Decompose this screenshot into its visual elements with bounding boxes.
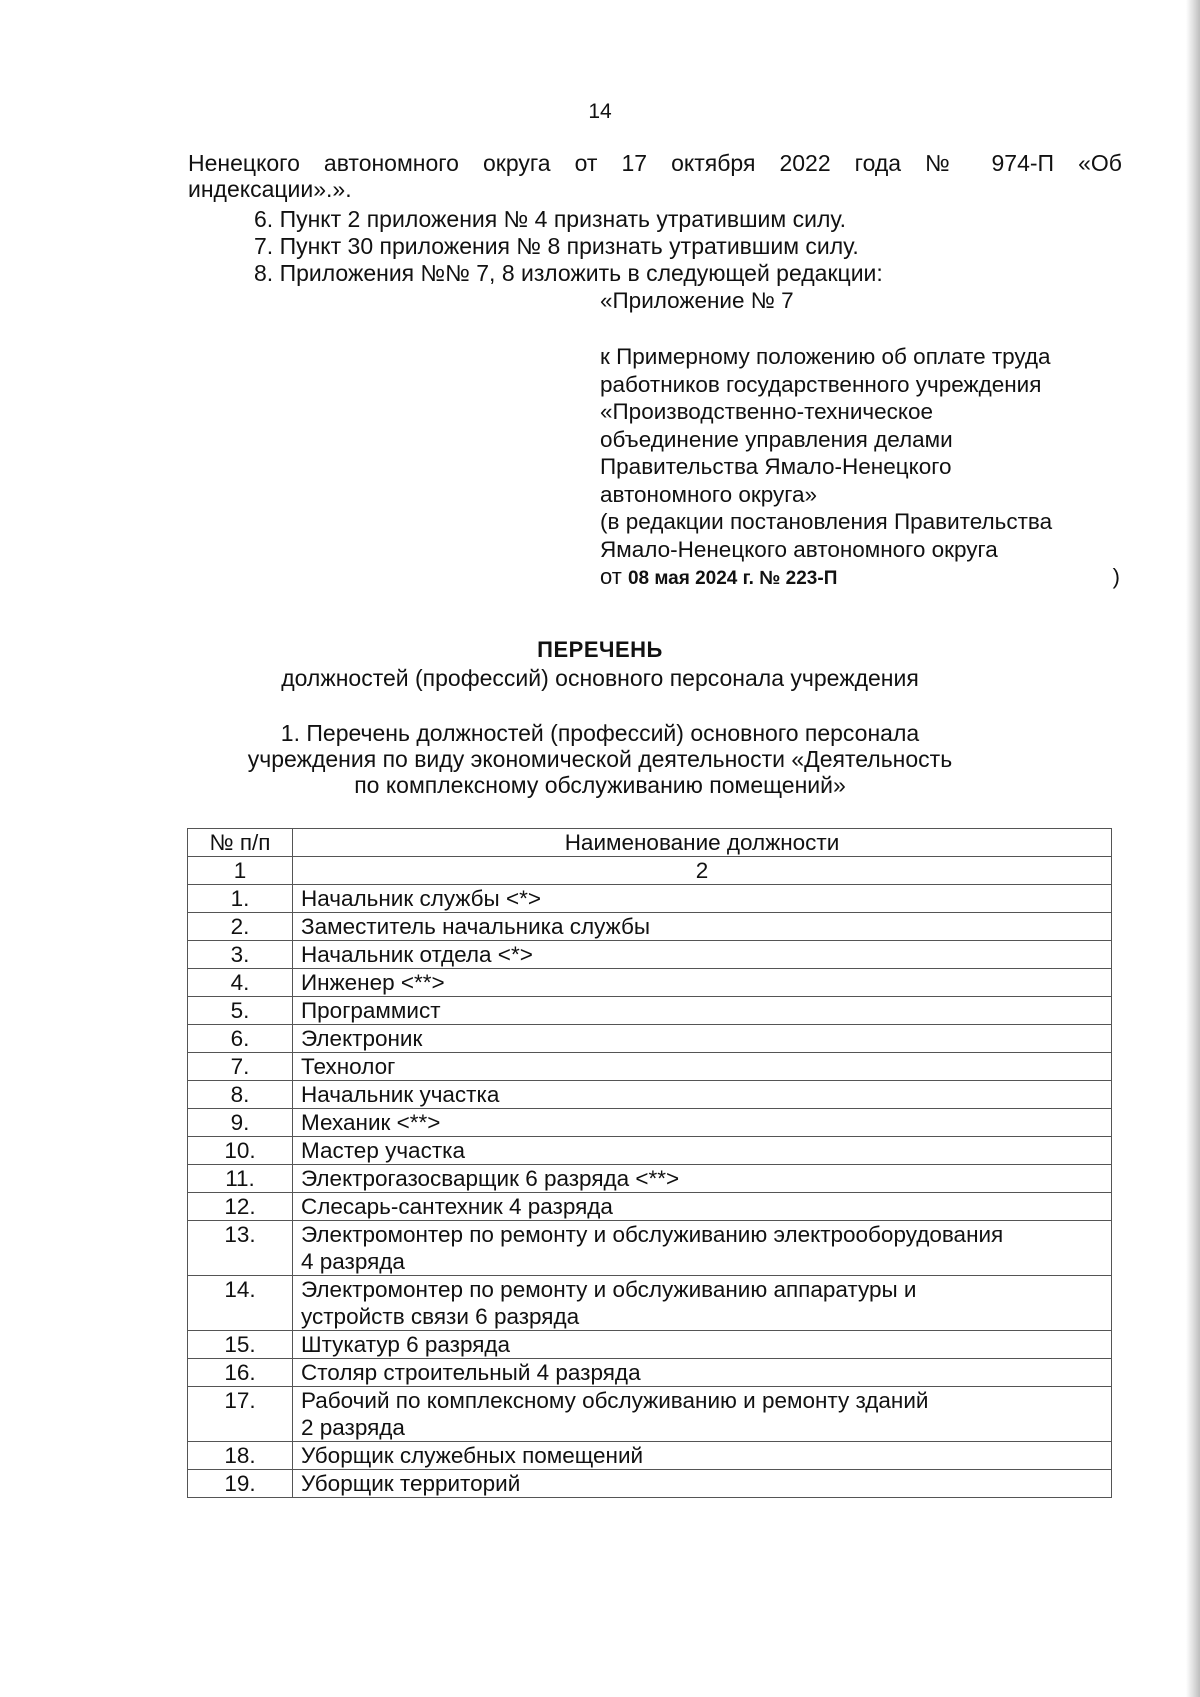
table-row bbox=[188, 1276, 1112, 1331]
position-name-line: Начальник службы <*> bbox=[301, 886, 541, 911]
position-name bbox=[293, 1276, 1112, 1331]
position-name bbox=[293, 1053, 1112, 1081]
table-row bbox=[188, 1442, 1112, 1470]
appendix-line: к Примерному положению об оплате труда bbox=[600, 344, 1051, 369]
document-heading: ПЕРЕЧЕНЬ bbox=[537, 637, 663, 662]
column-number-1: 1 bbox=[188, 857, 293, 885]
position-name-line: Штукатур 6 разряда bbox=[301, 1332, 511, 1357]
table-row bbox=[188, 1109, 1112, 1137]
position-name-line: Рабочий по комплексному обслуживанию и ремонту зданий bbox=[301, 1388, 929, 1413]
position-name bbox=[293, 1221, 1112, 1276]
row-number: 12. bbox=[188, 1193, 293, 1221]
item-7: 7. Пункт 30 приложения № 8 признать утратившим силу. bbox=[254, 233, 859, 259]
page-edge-shadow bbox=[1186, 0, 1200, 1697]
row-number: 11. bbox=[188, 1165, 293, 1193]
row-number: 9. bbox=[188, 1109, 293, 1137]
position-name-line: Столяр строительный 4 разряда bbox=[301, 1360, 641, 1385]
position-name-line: 4 разряда bbox=[301, 1249, 405, 1274]
position-name-line: Заместитель начальника службы bbox=[301, 914, 651, 939]
column-number-2: 2 bbox=[293, 857, 1112, 885]
row-number: 7. bbox=[188, 1053, 293, 1081]
table-row bbox=[188, 1470, 1112, 1498]
position-name bbox=[293, 885, 1112, 913]
table-row bbox=[188, 1165, 1112, 1193]
position-name bbox=[293, 1470, 1112, 1498]
appendix-line: (в редакции постановления Правительства bbox=[600, 509, 1053, 534]
position-name-line: Электромонтер по ремонту и обслуживанию электрооборудования bbox=[301, 1222, 1004, 1247]
appendix-reference bbox=[600, 343, 1120, 563]
header-name: Наименование должности bbox=[293, 829, 1112, 857]
appendix-line: «Производственно-техническое bbox=[600, 399, 933, 424]
row-number: 2. bbox=[188, 913, 293, 941]
table-row bbox=[188, 969, 1112, 997]
position-name-line: 2 разряда bbox=[301, 1415, 405, 1440]
row-number: 16. bbox=[188, 1359, 293, 1387]
position-name bbox=[293, 913, 1112, 941]
position-name bbox=[293, 997, 1112, 1025]
position-name bbox=[293, 1025, 1112, 1053]
position-name bbox=[293, 1387, 1112, 1442]
position-name-line: Уборщик территорий bbox=[301, 1471, 521, 1496]
position-name bbox=[293, 1442, 1112, 1470]
table-row bbox=[188, 1387, 1112, 1442]
row-number: 14. bbox=[188, 1276, 293, 1331]
section-title-line: 1. Перечень должностей (профессий) основного персонала bbox=[280, 720, 920, 746]
row-number: 4. bbox=[188, 969, 293, 997]
table-row bbox=[188, 1331, 1112, 1359]
position-name bbox=[293, 1109, 1112, 1137]
table-row bbox=[188, 941, 1112, 969]
position-name-line: устройств связи 6 разряда bbox=[301, 1304, 580, 1329]
column-number-row bbox=[188, 857, 1112, 885]
intro-paragraph bbox=[188, 150, 1122, 202]
table-row bbox=[188, 1053, 1112, 1081]
section-title-line: по комплексному обслуживанию помещений» bbox=[354, 772, 846, 798]
table-row bbox=[188, 1137, 1112, 1165]
table-row bbox=[188, 997, 1112, 1025]
position-name-line: Мастер участка bbox=[301, 1138, 465, 1163]
positions-table bbox=[187, 828, 1112, 1498]
decree-prefix: от bbox=[600, 564, 622, 589]
table-row bbox=[188, 1193, 1112, 1221]
position-name-line: Уборщик служебных помещений bbox=[301, 1443, 644, 1468]
appendix-line: объединение управления делами bbox=[600, 426, 953, 452]
page-number: 14 bbox=[588, 100, 612, 123]
position-name bbox=[293, 1081, 1112, 1109]
decree-close-paren: ) bbox=[1112, 564, 1120, 589]
decree-reference bbox=[600, 564, 1120, 592]
row-number: 6. bbox=[188, 1025, 293, 1053]
intro-line-2: индексации».». bbox=[188, 176, 352, 202]
position-name-line: Инженер <**> bbox=[301, 970, 445, 995]
table-row bbox=[188, 913, 1112, 941]
section-title bbox=[0, 720, 1200, 798]
appendix-title: «Приложение № 7 bbox=[600, 288, 794, 313]
position-name bbox=[293, 941, 1112, 969]
table-row bbox=[188, 885, 1112, 913]
table-row bbox=[188, 1025, 1112, 1053]
row-number: 8. bbox=[188, 1081, 293, 1109]
position-name bbox=[293, 1331, 1112, 1359]
position-name-line: Программист bbox=[301, 998, 441, 1023]
position-name bbox=[293, 969, 1112, 997]
section-title-line: учреждения по виду экономической деятельности «Деятельность bbox=[247, 746, 953, 772]
position-name-line: Технолог bbox=[301, 1054, 396, 1079]
appendix-line: автономного округа» bbox=[600, 481, 817, 507]
position-name-line: Механик <**> bbox=[301, 1110, 441, 1135]
position-name-line: Начальник отдела <*> bbox=[301, 942, 533, 967]
row-number: 10. bbox=[188, 1137, 293, 1165]
row-number: 18. bbox=[188, 1442, 293, 1470]
position-name-line: Начальник участка bbox=[301, 1082, 500, 1107]
position-name bbox=[293, 1193, 1112, 1221]
position-name-line: Электроник bbox=[301, 1026, 423, 1051]
appendix-line: Правительства Ямало-Ненецкого bbox=[600, 454, 952, 479]
item-8: 8. Приложения №№ 7, 8 изложить в следующей редакции: bbox=[254, 260, 883, 286]
position-name-line: Слесарь-сантехник 4 разряда bbox=[301, 1194, 613, 1219]
position-name-line: Электрогазосварщик 6 разряда <**> bbox=[301, 1166, 680, 1191]
appendix-line: Ямало-Ненецкого автономного округа bbox=[600, 536, 998, 562]
document-subheading: должностей (профессий) основного персонала учреждения bbox=[281, 665, 919, 691]
position-name bbox=[293, 1165, 1112, 1193]
position-name bbox=[293, 1137, 1112, 1165]
row-number: 5. bbox=[188, 997, 293, 1025]
row-number: 1. bbox=[188, 885, 293, 913]
table-body bbox=[188, 885, 1112, 1498]
position-name-line: Электромонтер по ремонту и обслуживанию аппаратуры и bbox=[301, 1277, 917, 1302]
row-number: 19. bbox=[188, 1470, 293, 1498]
table-row bbox=[188, 1359, 1112, 1387]
position-name bbox=[293, 1359, 1112, 1387]
table-row bbox=[188, 1081, 1112, 1109]
row-number: 3. bbox=[188, 941, 293, 969]
intro-line-1: Ненецкого автономного округа от 17 октября 2022 года № 974-П «Об bbox=[188, 150, 1122, 176]
row-number: 13. bbox=[188, 1221, 293, 1276]
row-number: 17. bbox=[188, 1387, 293, 1442]
header-num: № п/п bbox=[188, 829, 293, 857]
table-row bbox=[188, 1221, 1112, 1276]
item-6: 6. Пункт 2 приложения № 4 признать утратившим силу. bbox=[254, 206, 846, 232]
table-header-row bbox=[188, 829, 1112, 857]
decree-date-number: 08 мая 2024 г. № 223-П bbox=[627, 568, 838, 589]
row-number: 15. bbox=[188, 1331, 293, 1359]
appendix-line: работников государственного учреждения bbox=[600, 371, 1042, 397]
